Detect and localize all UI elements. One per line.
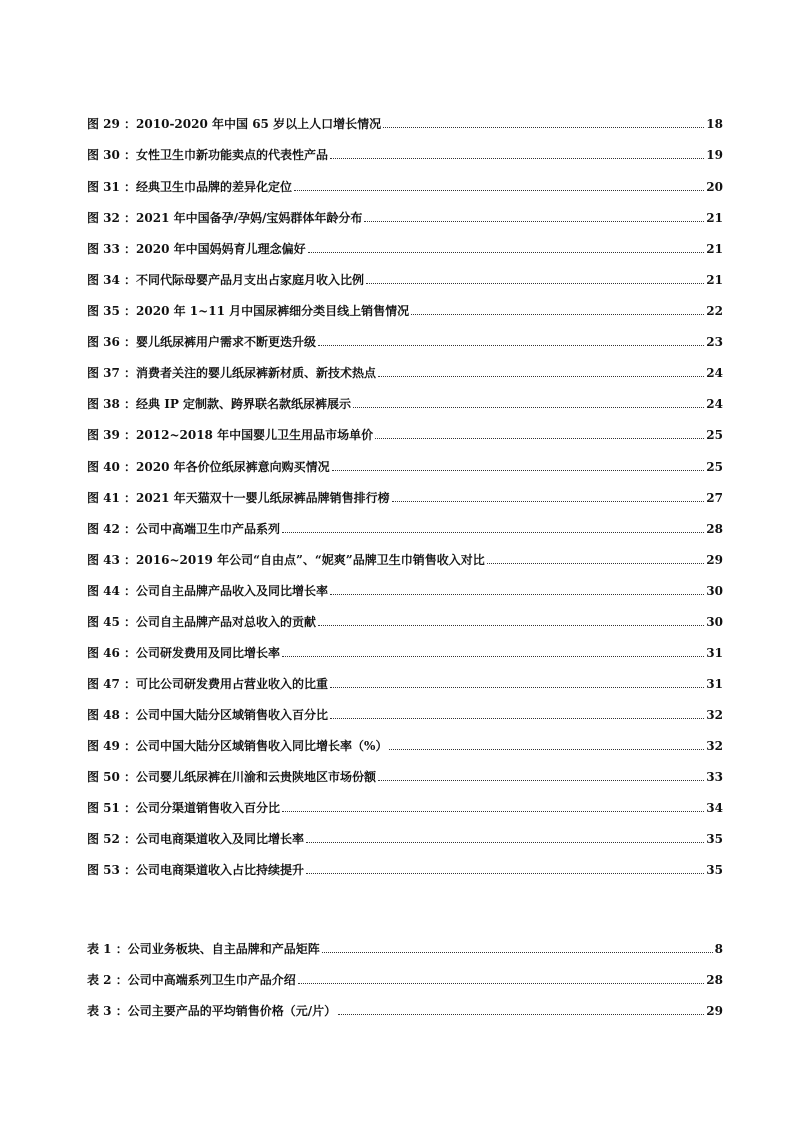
leader-dots — [332, 470, 705, 471]
toc-entry[interactable] — [87, 237, 723, 257]
entry-page: 31 — [706, 677, 723, 691]
entry-label: 图 29 ：2010-2020 年中国 65 岁以上人口增长情况 — [87, 117, 382, 131]
leader-dots — [330, 687, 704, 688]
entry-page: 8 — [714, 942, 723, 956]
leader-dots — [366, 283, 704, 284]
leader-dots — [375, 438, 704, 439]
entry-label: 表 1 ：公司业务板块、自主品牌和产品矩阵 — [87, 942, 320, 956]
entry-page: 20 — [706, 180, 723, 194]
entry-label: 图 51 ：公司分渠道销售收入百分比 — [87, 801, 281, 815]
toc-entry[interactable] — [87, 765, 723, 785]
leader-dots — [322, 952, 713, 953]
entry-label: 图 46 ：公司研发费用及同比增长率 — [87, 646, 281, 660]
entry-page: 25 — [706, 428, 723, 442]
toc-entry[interactable] — [87, 672, 723, 692]
entry-label: 图 35 ：2020 年 1~11 月中国尿裤细分类目线上销售情况 — [87, 304, 410, 318]
entry-label: 图 36 ：婴儿纸尿裤用户需求不断更迭升级 — [87, 335, 317, 349]
entry-page: 32 — [706, 708, 723, 722]
entry-label: 图 32 ：2021 年中国备孕/孕妈/宝妈群体年龄分布 — [87, 211, 363, 225]
toc-entry[interactable] — [87, 143, 723, 163]
toc-entry[interactable] — [87, 423, 723, 443]
entry-label: 表 3 ：公司主要产品的平均销售价格（元/片） — [87, 1004, 337, 1018]
entry-label: 图 39 ：2012~2018 年中国婴儿卫生用品市场单价 — [87, 428, 374, 442]
toc-entry[interactable] — [87, 579, 723, 599]
entry-page: 21 — [706, 273, 723, 287]
toc-entry[interactable] — [87, 206, 723, 226]
leader-dots — [330, 718, 704, 719]
leader-dots — [378, 376, 704, 377]
leader-dots — [282, 532, 704, 533]
leader-dots — [308, 252, 705, 253]
toc-entry[interactable] — [87, 112, 723, 132]
leader-dots — [282, 811, 704, 812]
entry-label: 图 38 ：经典 IP 定制款、跨界联名款纸尿裤展示 — [87, 397, 352, 411]
leader-dots — [378, 780, 704, 781]
entry-page: 21 — [706, 211, 723, 225]
leader-dots — [411, 314, 704, 315]
entry-label: 图 47 ：可比公司研发费用占营业收入的比重 — [87, 677, 329, 691]
toc-entry[interactable] — [87, 330, 723, 350]
entry-label: 图 34 ：不同代际母婴产品月支出占家庭月收入比例 — [87, 273, 365, 287]
entry-label: 图 42 ：公司中高端卫生巾产品系列 — [87, 522, 281, 536]
entry-page: 18 — [706, 117, 723, 131]
entry-page: 29 — [706, 1004, 723, 1018]
entry-page: 23 — [706, 335, 723, 349]
toc-entry[interactable] — [87, 610, 723, 630]
leader-dots — [318, 345, 704, 346]
toc-entry[interactable] — [87, 175, 723, 195]
leader-dots — [353, 407, 704, 408]
toc-entry[interactable] — [87, 268, 723, 288]
leader-dots — [338, 1014, 704, 1015]
toc-entry[interactable] — [87, 455, 723, 475]
entry-label: 图 52 ：公司电商渠道收入及同比增长率 — [87, 832, 305, 846]
entry-page: 28 — [706, 973, 723, 987]
entry-label: 图 40 ：2020 年各价位纸尿裤意向购买情况 — [87, 460, 330, 474]
toc-entry[interactable] — [87, 548, 723, 568]
entry-label: 图 43 ：2016~2019 年公司“自由点”、“妮爽”品牌卫生巾销售收入对比 — [87, 553, 485, 567]
leader-dots — [330, 158, 704, 159]
entry-label: 图 41 ：2021 年天猫双十一婴儿纸尿裤品牌销售排行榜 — [87, 491, 390, 505]
entry-label: 图 50 ：公司婴儿纸尿裤在川渝和云贵陕地区市场份额 — [87, 770, 377, 784]
leader-dots — [364, 221, 704, 222]
entry-page: 35 — [706, 832, 723, 846]
entry-page: 24 — [706, 366, 723, 380]
entry-page: 19 — [706, 148, 723, 162]
leader-dots — [306, 873, 704, 874]
toc-entry[interactable] — [87, 827, 723, 847]
entry-page: 32 — [706, 739, 723, 753]
entry-label: 图 31 ：经典卫生巾品牌的差异化定位 — [87, 180, 293, 194]
entry-page: 28 — [706, 522, 723, 536]
entry-page: 27 — [706, 491, 723, 505]
entry-page: 25 — [706, 460, 723, 474]
toc-entry[interactable] — [87, 299, 723, 319]
leader-dots — [282, 656, 704, 657]
leader-dots — [383, 127, 704, 128]
entry-page: 33 — [706, 770, 723, 784]
entry-page: 31 — [706, 646, 723, 660]
toc-entry[interactable] — [87, 968, 723, 988]
toc-entry[interactable] — [87, 517, 723, 537]
entry-label: 图 49 ：公司中国大陆分区域销售收入同比增长率（%） — [87, 739, 388, 753]
leader-dots — [306, 842, 704, 843]
toc-entry[interactable] — [87, 486, 723, 506]
leader-dots — [318, 625, 704, 626]
toc-entry[interactable] — [87, 937, 723, 957]
entry-label: 图 33 ：2020 年中国妈妈育儿理念偏好 — [87, 242, 306, 256]
entry-page: 30 — [706, 584, 723, 598]
toc-entry[interactable] — [87, 999, 723, 1019]
toc-entry[interactable] — [87, 796, 723, 816]
entry-page: 22 — [706, 304, 723, 318]
toc-entry[interactable] — [87, 392, 723, 412]
entry-label: 图 48 ：公司中国大陆分区域销售收入百分比 — [87, 708, 329, 722]
entry-page: 24 — [706, 397, 723, 411]
entry-page: 35 — [706, 863, 723, 877]
entry-label: 图 53 ：公司电商渠道收入占比持续提升 — [87, 863, 305, 877]
entry-page: 29 — [706, 553, 723, 567]
entry-label: 表 2 ：公司中高端系列卫生巾产品介绍 — [87, 973, 296, 987]
leader-dots — [298, 983, 705, 984]
toc-entry[interactable] — [87, 703, 723, 723]
toc-entry[interactable] — [87, 641, 723, 661]
toc-entry[interactable] — [87, 361, 723, 381]
entry-label: 图 37 ：消费者关注的婴儿纸尿裤新材质、新技术热点 — [87, 366, 377, 380]
entry-label: 图 30 ：女性卫生巾新功能卖点的代表性产品 — [87, 148, 329, 162]
entry-label: 图 45 ：公司自主品牌产品对总收入的贡献 — [87, 615, 317, 629]
toc-entry[interactable] — [87, 858, 723, 878]
leader-dots — [330, 594, 704, 595]
leader-dots — [389, 749, 704, 750]
entry-page: 30 — [706, 615, 723, 629]
leader-dots — [487, 563, 705, 564]
toc-entry[interactable] — [87, 734, 723, 754]
entry-label: 图 44 ：公司自主品牌产品收入及同比增长率 — [87, 584, 329, 598]
entry-page: 34 — [706, 801, 723, 815]
leader-dots — [294, 190, 704, 191]
leader-dots — [392, 501, 705, 502]
entry-page: 21 — [706, 242, 723, 256]
